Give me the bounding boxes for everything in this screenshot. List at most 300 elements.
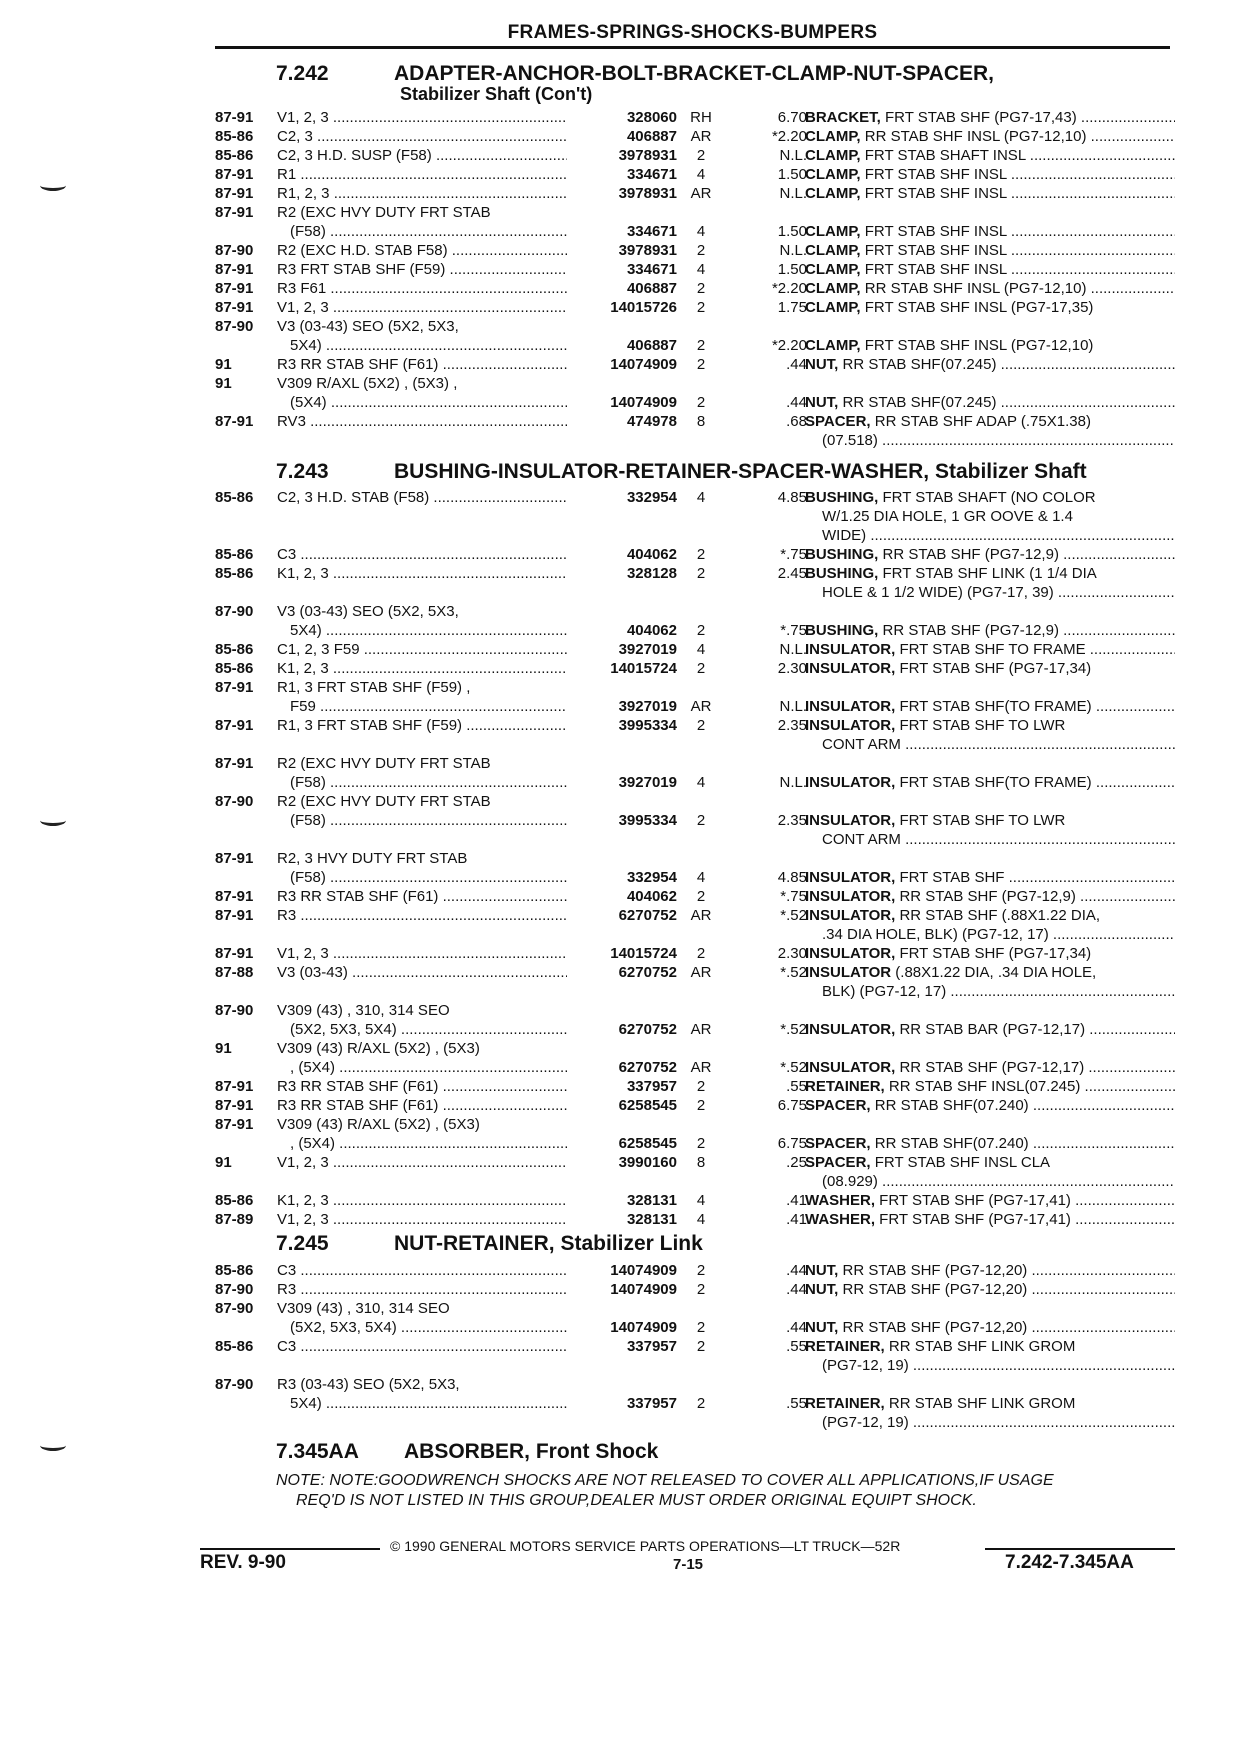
note-line-1: NOTE: NOTE:GOODWRENCH SHOCKS ARE NOT RELEASED TO COVER ALL APPLICATIONS,IF USAGE xyxy=(276,1472,1054,1489)
application: C3 ..... xyxy=(277,545,567,564)
part-description: FRT STAB SHF (PG7-17,34) xyxy=(895,660,1092,677)
application: (F58) ..... xyxy=(290,811,567,830)
description xyxy=(805,298,1175,317)
table-row xyxy=(215,1337,1175,1356)
part-number: 14015726 xyxy=(610,299,677,316)
description xyxy=(822,526,1175,545)
model-year: 87-90 xyxy=(215,1300,254,1317)
table-row xyxy=(215,146,1175,165)
description xyxy=(805,127,1175,146)
part-number: 337957 xyxy=(626,1338,677,1355)
quantity: 2 xyxy=(696,337,706,354)
application: R1, 2, 3 ..... xyxy=(277,184,567,203)
quantity: 4 xyxy=(696,261,706,278)
description xyxy=(805,355,1175,374)
model-year: 85-86 xyxy=(215,660,254,677)
table-row xyxy=(215,1210,1175,1229)
part-description: FRT STAB SHF (PG7-17,43) xyxy=(880,109,1077,126)
table-row xyxy=(215,1394,1175,1413)
description xyxy=(805,1210,1175,1229)
part-description: RR STAB SHF(07.240) xyxy=(870,1135,1029,1152)
description xyxy=(822,431,1175,450)
price: 4.85 xyxy=(777,869,807,886)
description xyxy=(805,944,1175,963)
table-row xyxy=(215,1375,1175,1394)
application: V309 (43) R/AXL (5X2) , (5X3) xyxy=(277,1040,480,1057)
table-row xyxy=(215,1261,1175,1280)
application: RV3 ..... xyxy=(277,412,567,431)
price: .55 xyxy=(786,1395,807,1412)
part-number: 6258545 xyxy=(618,1097,677,1114)
binder-hole-mark xyxy=(40,815,66,826)
application: V3 (03-43) SEO (5X2, 5X3, xyxy=(277,603,459,620)
part-description: FRT STAB SHF(TO FRAME) xyxy=(895,698,1092,715)
section-number: 7.245 xyxy=(276,1232,329,1255)
quantity: 2 xyxy=(696,945,706,962)
price: N.L. xyxy=(779,698,807,715)
section-subtitle: Stabilizer Shaft (Con't) xyxy=(400,84,593,104)
table-row xyxy=(215,241,1175,260)
model-year: 87-91 xyxy=(215,888,254,905)
model-year: 85-86 xyxy=(215,546,254,563)
model-year: 85-86 xyxy=(215,641,254,658)
table-row xyxy=(215,507,1175,526)
table-row xyxy=(215,545,1175,564)
table-row xyxy=(215,1039,1175,1058)
part-name: CLAMP, xyxy=(805,185,861,202)
quantity: AR xyxy=(690,1021,712,1038)
table-row xyxy=(215,1318,1175,1337)
table-row xyxy=(215,697,1175,716)
application: R1, 3 FRT STAB SHF (F59) ..... xyxy=(277,716,567,735)
part-name: INSULATOR, xyxy=(805,641,896,658)
description xyxy=(822,583,1175,602)
part-description: FRT STAB SHF (PG7-17,41) xyxy=(875,1211,1071,1228)
model-year: 87-90 xyxy=(215,242,254,259)
part-description: FRT STAB SHF INSL (PG7-12,10) xyxy=(860,337,1094,354)
quantity: 4 xyxy=(696,869,706,886)
part-description: RR STAB SHF INSL (PG7-12,10) xyxy=(860,128,1087,145)
table-row xyxy=(215,963,1175,982)
part-description: FRT STAB SHAFT (NO COLOR xyxy=(878,489,1096,506)
part-description: FRT STAB SHAFT INSL xyxy=(860,147,1026,164)
section-title: ADAPTER-ANCHOR-BOLT-BRACKET-CLAMP-NUT-SPACER, xyxy=(394,62,995,85)
part-number: 14074909 xyxy=(610,394,677,411)
description xyxy=(805,1261,1175,1280)
model-year: 87-91 xyxy=(215,945,254,962)
part-number: 337957 xyxy=(626,1395,677,1412)
table-row xyxy=(215,811,1175,830)
table-row xyxy=(215,1356,1175,1375)
quantity: 4 xyxy=(696,641,706,658)
price: .41 xyxy=(786,1192,807,1209)
part-description: RR STAB SHF (PG7-12,20) xyxy=(838,1262,1028,1279)
part-number: 328060 xyxy=(626,109,677,126)
part-description: (07.518) xyxy=(822,432,878,449)
model-year: 91 xyxy=(215,375,232,392)
quantity: 8 xyxy=(696,1154,706,1171)
part-number: 14074909 xyxy=(610,1319,677,1336)
footer-rule-right xyxy=(985,1548,1175,1550)
footer-copyright: © 1990 GENERAL MOTORS SERVICE PARTS OPERATIONS—LT TRUCK—52R xyxy=(390,1538,901,1554)
binder-hole-mark xyxy=(40,180,66,191)
quantity: 4 xyxy=(696,1211,706,1228)
price: 1.50 xyxy=(777,166,807,183)
application: (5X4) ..... xyxy=(290,393,567,412)
table-row xyxy=(215,1280,1175,1299)
part-name: INSULATOR, xyxy=(805,698,896,715)
part-name: CLAMP, xyxy=(805,280,861,297)
application: R2 (EXC HVY DUTY FRT STAB xyxy=(277,793,491,810)
footer-revision: REV. 9-90 xyxy=(200,1552,286,1573)
part-number: 337957 xyxy=(626,1078,677,1095)
table-row xyxy=(215,773,1175,792)
part-name: INSULATOR, xyxy=(805,907,896,924)
price: 6.75 xyxy=(777,1135,807,1152)
part-number: 6270752 xyxy=(618,964,677,981)
part-description: FRT STAB SHF INSL xyxy=(860,223,1007,240)
section-heading xyxy=(276,1232,703,1256)
part-description: FRT STAB SHF INSL xyxy=(860,166,1007,183)
description xyxy=(805,564,1175,583)
table-row xyxy=(215,944,1175,963)
table-row xyxy=(215,792,1175,811)
part-description: RR STAB SHF LINK GROM xyxy=(884,1338,1076,1355)
model-year: 85-86 xyxy=(215,128,254,145)
model-year: 85-86 xyxy=(215,1192,254,1209)
price: 1.75 xyxy=(777,299,807,316)
parts-list xyxy=(215,488,1175,1229)
table-row xyxy=(215,1134,1175,1153)
model-year: 87-91 xyxy=(215,755,254,772)
quantity: AR xyxy=(690,185,712,202)
description xyxy=(805,184,1175,203)
quantity: 2 xyxy=(696,1338,706,1355)
header-rule xyxy=(215,46,1170,49)
model-year: 87-91 xyxy=(215,679,254,696)
section-number: 7.345AA xyxy=(276,1440,359,1463)
table-row xyxy=(215,127,1175,146)
description xyxy=(805,1280,1175,1299)
application: V309 (43) , 310, 314 SEO xyxy=(277,1300,450,1317)
table-row xyxy=(215,1020,1175,1039)
part-number: 3995334 xyxy=(618,812,677,829)
quantity: 2 xyxy=(696,546,706,563)
price: .44 xyxy=(786,356,807,373)
application: V3 (03-43) ..... xyxy=(277,963,567,982)
part-number: 332954 xyxy=(626,869,677,886)
application: (F58) ..... xyxy=(290,868,567,887)
part-name: CLAMP, xyxy=(805,147,861,164)
description xyxy=(822,1172,1175,1191)
footer-page-number: 7-15 xyxy=(673,1556,704,1573)
price: *.52 xyxy=(780,1021,807,1038)
quantity: AR xyxy=(690,964,712,981)
model-year: 87-91 xyxy=(215,299,254,316)
part-name: CLAMP, xyxy=(805,242,861,259)
model-year: 87-91 xyxy=(215,204,254,221)
part-number: 14074909 xyxy=(610,1262,677,1279)
quantity: 4 xyxy=(696,166,706,183)
price: 2.45 xyxy=(777,565,807,582)
description xyxy=(805,811,1175,830)
quantity: 2 xyxy=(696,1135,706,1152)
price: *.52 xyxy=(780,1059,807,1076)
part-number: 3978931 xyxy=(618,147,677,164)
quantity: 2 xyxy=(696,147,706,164)
part-number: 404062 xyxy=(626,888,677,905)
description xyxy=(805,906,1175,925)
part-description: RR STAB SHF(07.240) xyxy=(870,1097,1029,1114)
description xyxy=(805,621,1175,640)
table-row xyxy=(215,336,1175,355)
price: .41 xyxy=(786,1211,807,1228)
part-number: 328131 xyxy=(626,1211,677,1228)
part-name: NUT, xyxy=(805,1281,839,1298)
description xyxy=(805,1337,1175,1356)
description xyxy=(805,488,1175,507)
quantity: 2 xyxy=(696,565,706,582)
table-row xyxy=(215,887,1175,906)
price: .55 xyxy=(786,1078,807,1095)
part-name: BUSHING, xyxy=(805,622,879,639)
table-row xyxy=(215,393,1175,412)
part-name: RETAINER, xyxy=(805,1395,885,1412)
application: R3 ..... xyxy=(277,1280,567,1299)
application: 5X4) ..... xyxy=(290,621,567,640)
description xyxy=(822,1356,1175,1375)
part-name: INSULATOR, xyxy=(805,774,896,791)
table-row xyxy=(215,184,1175,203)
price: .44 xyxy=(786,394,807,411)
part-name: WASHER, xyxy=(805,1211,876,1228)
part-name: INSULATOR xyxy=(805,964,892,981)
part-description: FRT STAB SHF INSL xyxy=(860,242,1007,259)
description xyxy=(805,1153,1175,1172)
price: 2.35 xyxy=(777,812,807,829)
description xyxy=(805,412,1175,431)
section-title: ABSORBER, Front Shock xyxy=(404,1440,659,1463)
part-number: 3927019 xyxy=(618,641,677,658)
description xyxy=(822,982,1175,1001)
application: V1, 2, 3 ..... xyxy=(277,944,567,963)
price: 6.70 xyxy=(777,109,807,126)
part-name: RETAINER, xyxy=(805,1338,885,1355)
part-number: 404062 xyxy=(626,546,677,563)
application: (5X2, 5X3, 5X4) ..... xyxy=(290,1020,567,1039)
part-description: RR STAB SHF INSL (PG7-12,10) xyxy=(860,280,1087,297)
model-year: 91 xyxy=(215,356,232,373)
parts-list xyxy=(215,108,1175,450)
model-year: 91 xyxy=(215,1154,232,1171)
model-year: 87-91 xyxy=(215,109,254,126)
table-row xyxy=(215,1153,1175,1172)
application: V3 (03-43) SEO (5X2, 5X3, xyxy=(277,318,459,335)
description xyxy=(805,260,1175,279)
description xyxy=(805,659,1175,678)
model-year: 87-88 xyxy=(215,964,254,981)
model-year: 87-90 xyxy=(215,318,254,335)
table-row xyxy=(215,279,1175,298)
table-row xyxy=(215,260,1175,279)
part-number: 3995334 xyxy=(618,717,677,734)
page-header-title: FRAMES-SPRINGS-SHOCKS-BUMPERS xyxy=(507,22,878,43)
application: R3 FRT STAB SHF (F59) ..... xyxy=(277,260,567,279)
application: 5X4) ..... xyxy=(290,1394,567,1413)
part-name: INSULATOR, xyxy=(805,888,896,905)
part-name: SPACER, xyxy=(805,1135,871,1152)
application: F59 ..... xyxy=(290,697,567,716)
part-name: CLAMP, xyxy=(805,128,861,145)
part-description: WIDE) xyxy=(822,527,867,544)
part-description: FRT STAB SHF INSL xyxy=(860,185,1007,202)
description xyxy=(805,1191,1175,1210)
description xyxy=(805,773,1175,792)
application: C2, 3 ..... xyxy=(277,127,567,146)
quantity: 2 xyxy=(696,660,706,677)
price: N.L. xyxy=(779,242,807,259)
description xyxy=(805,279,1175,298)
table-row xyxy=(215,868,1175,887)
description xyxy=(805,108,1175,127)
part-number: 14074909 xyxy=(610,1281,677,1298)
quantity: 2 xyxy=(696,888,706,905)
quantity: 2 xyxy=(696,356,706,373)
quantity: 2 xyxy=(696,299,706,316)
application: R3 RR STAB SHF (F61) ..... xyxy=(277,1096,567,1115)
part-description: FRT STAB SHF LINK (1 1/4 DIA xyxy=(878,565,1097,582)
model-year: 87-90 xyxy=(215,1376,254,1393)
part-number: 3990160 xyxy=(618,1154,677,1171)
price: 1.50 xyxy=(777,223,807,240)
part-name: CLAMP, xyxy=(805,337,861,354)
part-number: 474978 xyxy=(626,413,677,430)
quantity: 2 xyxy=(696,1281,706,1298)
part-name: BUSHING, xyxy=(805,489,879,506)
section-number: 7.243 xyxy=(276,460,329,483)
quantity: 2 xyxy=(696,1262,706,1279)
price: .44 xyxy=(786,1262,807,1279)
application: V309 (43) R/AXL (5X2) , (5X3) xyxy=(277,1116,480,1133)
table-row xyxy=(215,849,1175,868)
part-number: 334671 xyxy=(626,166,677,183)
quantity: 2 xyxy=(696,622,706,639)
table-row xyxy=(215,526,1175,545)
application: C3 ..... xyxy=(277,1261,567,1280)
model-year: 87-91 xyxy=(215,1116,254,1133)
description xyxy=(822,735,1175,754)
table-row xyxy=(215,488,1175,507)
description xyxy=(805,1077,1175,1096)
description xyxy=(822,1413,1175,1432)
model-year: 87-90 xyxy=(215,603,254,620)
application: K1, 2, 3 ..... xyxy=(277,659,567,678)
part-description: RR STAB SHF LINK GROM xyxy=(884,1395,1076,1412)
price: .44 xyxy=(786,1319,807,1336)
table-row xyxy=(215,412,1175,431)
price: .25 xyxy=(786,1154,807,1171)
application: K1, 2, 3 ..... xyxy=(277,564,567,583)
part-number: 406887 xyxy=(626,128,677,145)
table-row xyxy=(215,355,1175,374)
part-description: (PG7-12, 19) xyxy=(822,1414,909,1431)
part-name: NUT, xyxy=(805,1319,839,1336)
application: R3 F61 ..... xyxy=(277,279,567,298)
part-name: INSULATOR, xyxy=(805,869,896,886)
model-year: 87-91 xyxy=(215,717,254,734)
part-number: 334671 xyxy=(626,223,677,240)
application: , (5X4) ..... xyxy=(290,1058,567,1077)
application: R1, 3 FRT STAB SHF (F59) , xyxy=(277,679,471,696)
model-year: 85-86 xyxy=(215,147,254,164)
price: 1.50 xyxy=(777,261,807,278)
model-year: 87-91 xyxy=(215,413,254,430)
application: , (5X4) ..... xyxy=(290,1134,567,1153)
price: N.L. xyxy=(779,774,807,791)
binder-hole-mark xyxy=(40,1440,66,1451)
model-year: 91 xyxy=(215,1040,232,1057)
application: R1 ..... xyxy=(277,165,567,184)
quantity: 4 xyxy=(696,489,706,506)
table-row xyxy=(215,602,1175,621)
part-number: 6258545 xyxy=(618,1135,677,1152)
model-year: 87-91 xyxy=(215,280,254,297)
model-year: 85-86 xyxy=(215,1338,254,1355)
part-number: 14015724 xyxy=(610,660,677,677)
application: R2 (EXC HVY DUTY FRT STAB xyxy=(277,755,491,772)
description xyxy=(805,222,1175,241)
description xyxy=(805,1058,1175,1077)
quantity: 4 xyxy=(696,774,706,791)
section-title: NUT-RETAINER, Stabilizer Link xyxy=(394,1232,703,1255)
quantity: 4 xyxy=(696,223,706,240)
table-row xyxy=(215,906,1175,925)
table-row xyxy=(215,1413,1175,1432)
application: 5X4) ..... xyxy=(290,336,567,355)
part-number: 3927019 xyxy=(618,698,677,715)
model-year: 85-86 xyxy=(215,489,254,506)
part-name: INSULATOR, xyxy=(805,660,896,677)
price: N.L. xyxy=(779,185,807,202)
part-number: 6270752 xyxy=(618,907,677,924)
part-name: SPACER, xyxy=(805,1154,871,1171)
table-row xyxy=(215,754,1175,773)
part-number: 3978931 xyxy=(618,185,677,202)
application: (5X2, 5X3, 5X4) ..... xyxy=(290,1318,567,1337)
description xyxy=(805,1318,1175,1337)
description xyxy=(805,1096,1175,1115)
description xyxy=(805,697,1175,716)
part-name: NUT, xyxy=(805,394,839,411)
quantity: 2 xyxy=(696,1319,706,1336)
application: V1, 2, 3 ..... xyxy=(277,298,567,317)
part-description: RR STAB SHF (PG7-12,20) xyxy=(838,1319,1028,1336)
application: R3 (03-43) SEO (5X2, 5X3, xyxy=(277,1376,460,1393)
application: V309 (43) , 310, 314 SEO xyxy=(277,1002,450,1019)
part-number: 328131 xyxy=(626,1192,677,1209)
price: N.L. xyxy=(779,641,807,658)
part-description: FRT STAB SHF TO LWR xyxy=(895,717,1066,734)
application: R2 (EXC HVY DUTY FRT STAB xyxy=(277,204,491,221)
price: *.52 xyxy=(780,907,807,924)
quantity: 2 xyxy=(696,1395,706,1412)
application: V1, 2, 3 ..... xyxy=(277,1210,567,1229)
part-name: BUSHING, xyxy=(805,546,879,563)
price: .68 xyxy=(786,413,807,430)
price: *.52 xyxy=(780,964,807,981)
quantity: 4 xyxy=(696,1192,706,1209)
quantity: 2 xyxy=(696,394,706,411)
